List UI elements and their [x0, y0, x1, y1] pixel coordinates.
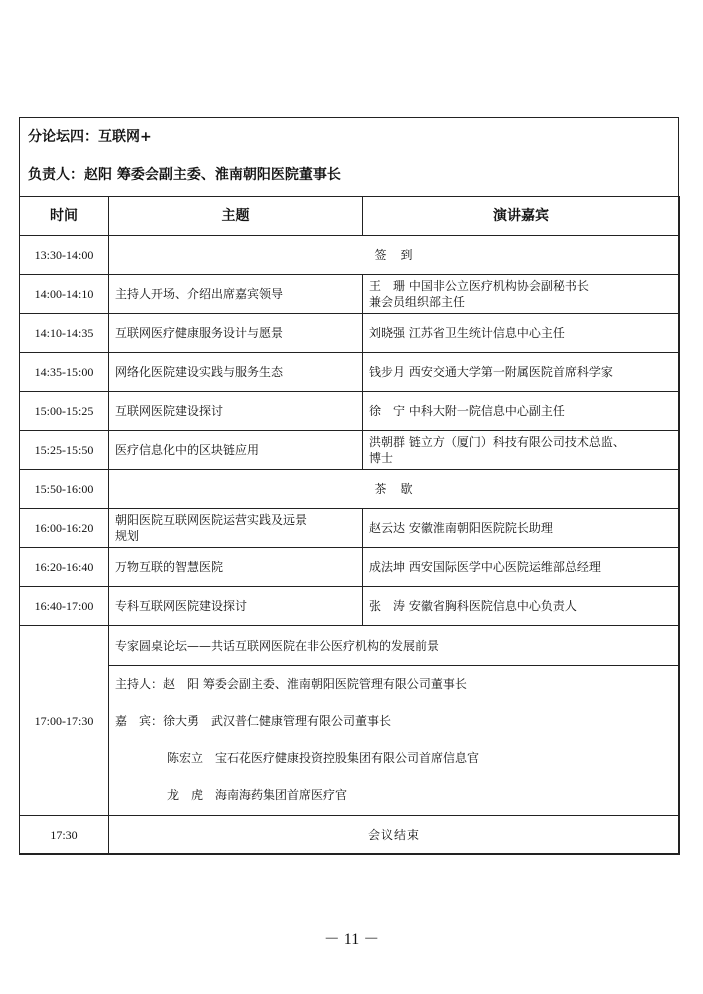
row-time: 16:00-16:20 — [20, 509, 109, 548]
table-row — [20, 353, 680, 392]
row-time: 16:20-16:40 — [20, 548, 109, 587]
table-row — [20, 275, 680, 314]
row-time: 13:30-14:00 — [20, 236, 109, 275]
column-header-topic: 主题 — [109, 197, 363, 236]
panel-row — [20, 626, 680, 816]
row-speaker: 刘晓强 江苏省卫生统计信息中心主任 — [363, 314, 680, 353]
row-time: 16:40-17:00 — [20, 587, 109, 626]
table-row — [20, 314, 680, 353]
row-time: 15:50-16:00 — [20, 470, 109, 509]
row-time: 15:00-15:25 — [20, 392, 109, 431]
panel-guest-2: 陈宏立 宝石花医疗健康投资控股集团有限公司首席信息官 — [167, 750, 480, 765]
row-speaker: 张 涛 安徽省胸科医院信息中心负责人 — [363, 587, 680, 626]
schedule-table — [19, 196, 680, 855]
row-topic: 朝阳医院互联网医院运营实践及远景 规划 — [109, 509, 363, 548]
table-row — [20, 509, 680, 548]
closing-label: 会议结束 — [109, 816, 680, 855]
closing-time: 17:30 — [20, 816, 109, 855]
table-row — [20, 236, 680, 275]
table-row — [20, 392, 680, 431]
forum-title: 分论坛四：互联网+ — [28, 129, 152, 145]
column-header-time: 时间 — [20, 197, 109, 236]
row-break-label: 签 到 — [109, 236, 680, 275]
row-speaker: 赵云达 安徽淮南朝阳医院院长助理 — [363, 509, 680, 548]
row-time: 15:25-15:50 — [20, 431, 109, 470]
row-speaker: 洪朝群 链立方（厦门）科技有限公司技术总监、 博士 — [363, 431, 680, 470]
panel-guest-1: 嘉 宾：徐大勇 武汉普仁健康管理有限公司董事长 — [115, 713, 392, 728]
panel-time: 17:00-17:30 — [20, 626, 109, 816]
row-speaker: 王 珊 中国非公立医疗机构协会副秘书长 兼会员组织部主任 — [363, 275, 680, 314]
row-topic: 互联网医疗健康服务设计与愿景 — [109, 314, 363, 353]
row-speaker: 成法坤 西安国际医学中心医院运维部总经理 — [363, 548, 680, 587]
panel-title: 专家圆桌论坛——共话互联网医院在非公医疗机构的发展前景 — [109, 628, 679, 666]
table-row — [20, 470, 680, 509]
row-topic: 网络化医院建设实践与服务生态 — [109, 353, 363, 392]
panel-guest-3: 龙 虎 海南海药集团首席医疗官 — [167, 787, 348, 802]
row-time: 14:35-15:00 — [20, 353, 109, 392]
row-time: 14:10-14:35 — [20, 314, 109, 353]
panel-cell — [109, 626, 680, 816]
table-row — [20, 587, 680, 626]
row-time: 14:00-14:10 — [20, 275, 109, 314]
row-topic: 互联网医院建设探讨 — [109, 392, 363, 431]
column-header-speaker: 演讲嘉宾 — [363, 197, 680, 236]
row-topic: 主持人开场、介绍出席嘉宾领导 — [109, 275, 363, 314]
page-number: － 11 － — [323, 931, 380, 948]
table-row — [20, 431, 680, 470]
forum-leader: 负责人：赵阳 筹委会副主委、淮南朝阳医院董事长 — [28, 167, 341, 183]
panel-host: 主持人：赵 阳 筹委会副主委、淮南朝阳医院管理有限公司董事长 — [115, 676, 467, 691]
row-topic: 专科互联网医院建设探讨 — [109, 587, 363, 626]
closing-row — [20, 816, 680, 855]
row-topic: 医疗信息化中的区块链应用 — [109, 431, 363, 470]
row-speaker: 钱步月 西安交通大学第一附属医院首席科学家 — [363, 353, 680, 392]
table-header-row — [20, 197, 680, 236]
row-speaker: 徐 宁 中科大附一院信息中心副主任 — [363, 392, 680, 431]
table-row — [20, 548, 680, 587]
row-break-label: 茶 歇 — [109, 470, 680, 509]
schedule-frame — [19, 117, 679, 854]
row-topic: 万物互联的智慧医院 — [109, 548, 363, 587]
